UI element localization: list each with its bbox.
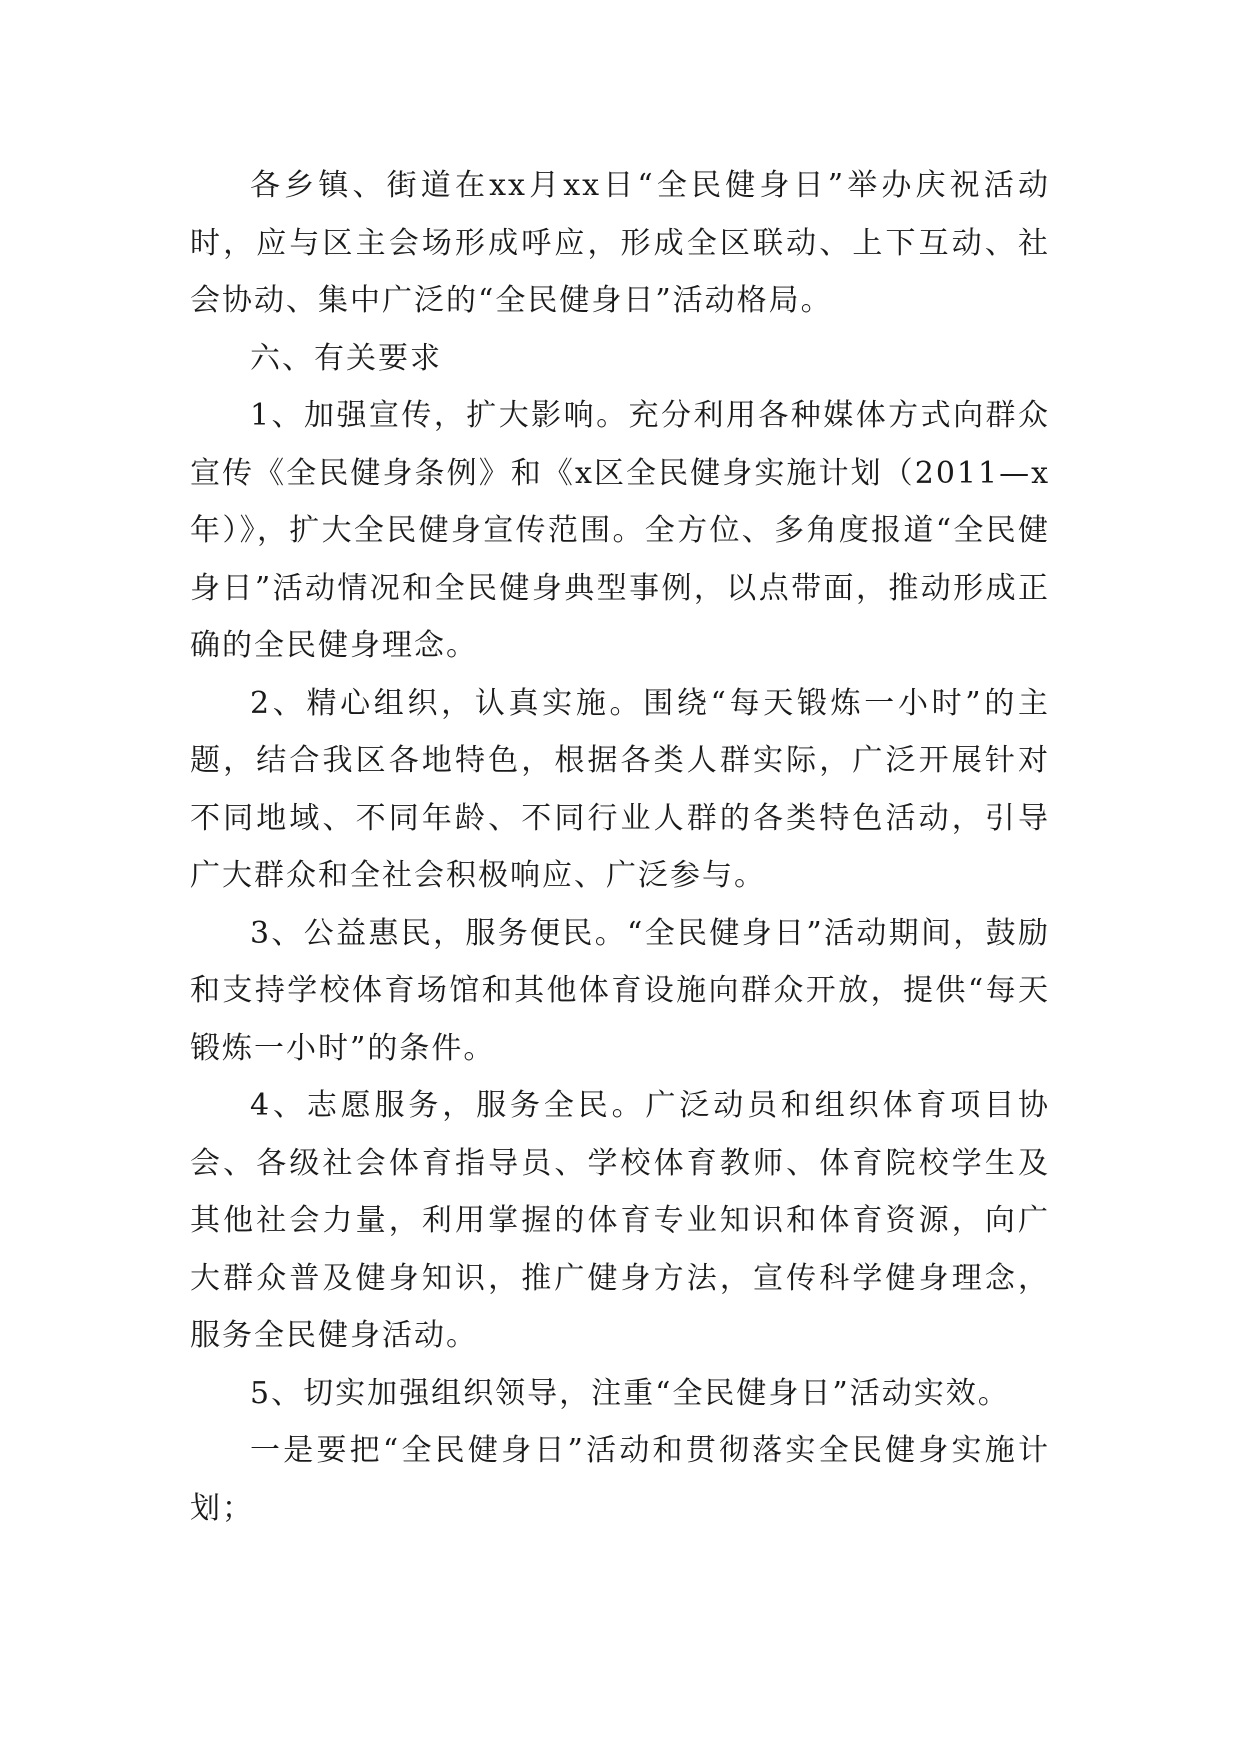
- paragraph-item-1: 1、加强宣传，扩大影响。充分利用各种媒体方式向群众宣传《全民健身条例》和《x区全民健身实施计划（2011—x年）》，扩大全民健身宣传范围。全方位、多角度报道“全民健身日”活动情况和全民健身典型事例，以点带面，推动形成正确的全民健身理念。: [190, 398, 1050, 663]
- paragraph-item-4: 4、志愿服务，服务全民。广泛动员和组织体育项目协会、各级社会体育指导员、学校体育教师、体育院校学生及其他社会力量，利用掌握的体育专业知识和体育资源，向广大群众普及健身知识，推广健身方法，宣传科学健身理念，服务全民健身活动。: [190, 1088, 1050, 1353]
- paragraph-item-5: 5、切实加强组织领导，注重“全民健身日”活动实效。: [250, 1375, 1010, 1411]
- paragraph-item-2: 2、精心组织，认真实施。围绕“每天锻炼一小时”的主题，结合我区各地特色，根据各类人群实际，广泛开展针对不同地域、不同年龄、不同行业人群的各类特色活动，引导广大群众和全社会积极响应、广泛参与。: [190, 685, 1050, 893]
- paragraph-item-3: 3、公益惠民，服务便民。“全民健身日”活动期间，鼓励和支持学校体育场馆和其他体育设施向群众开放，提供“每天锻炼一小时”的条件。: [190, 915, 1050, 1066]
- section-heading-requirements: 六、有关要求: [250, 340, 442, 376]
- paragraph-celebration: 各乡镇、街道在xx月xx日“全民健身日”举办庆祝活动时，应与区主会场形成呼应，形成全区联动、上下互动、社会协动、集中广泛的“全民健身日”活动格局。: [190, 168, 1050, 318]
- paragraph-point-1: 一是要把“全民健身日”活动和贯彻落实全民健身实施计划；: [190, 1433, 1050, 1526]
- document-body: [190, 157, 1050, 1537]
